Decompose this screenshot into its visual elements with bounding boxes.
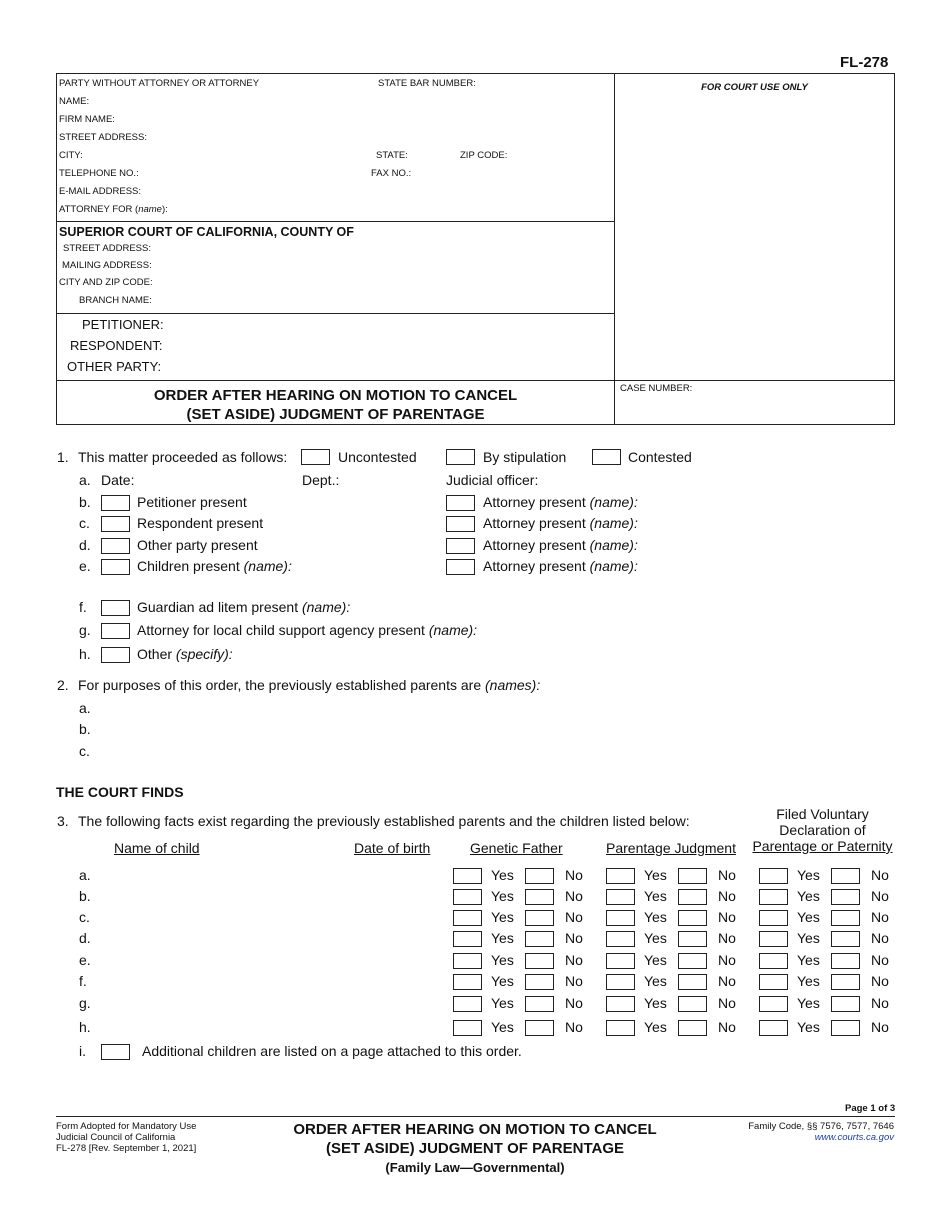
voluntary-declaration-no-checkbox[interactable] — [831, 868, 860, 884]
stipulation-checkbox[interactable] — [446, 449, 475, 465]
branch-name-field[interactable]: BRANCH NAME: — [79, 295, 152, 306]
parentage-judgment-header: Parentage Judgment — [606, 840, 736, 856]
sub-letter: b. — [79, 494, 91, 510]
genetic-father-no-checkbox[interactable] — [525, 1020, 554, 1036]
yes-label: Yes — [797, 973, 820, 989]
other-party-present-checkbox[interactable] — [101, 538, 130, 554]
parentage-judgment-no-checkbox[interactable] — [678, 1020, 707, 1036]
date-field[interactable]: Date: — [101, 472, 135, 488]
no-label: No — [565, 995, 583, 1011]
attorney-present-checkbox[interactable] — [446, 495, 475, 511]
petitioner-field[interactable]: PETITIONER: — [82, 317, 164, 332]
court-street-field[interactable]: STREET ADDRESS: — [63, 243, 151, 254]
no-label: No — [565, 930, 583, 946]
yes-label: Yes — [644, 1019, 667, 1035]
voluntary-declaration-yes-checkbox[interactable] — [759, 868, 788, 884]
zip-field[interactable]: ZIP CODE: — [460, 150, 508, 161]
voluntary-declaration-yes-checkbox[interactable] — [759, 910, 788, 926]
no-label: No — [871, 909, 889, 925]
other-party-field[interactable]: OTHER PARTY: — [67, 359, 162, 374]
street-address-field[interactable]: STREET ADDRESS: — [59, 132, 147, 143]
child-row-letter: b. — [79, 888, 91, 904]
footer-citation: Family Code, §§ 7576, 7577, 7646 www.courts.ca.gov — [748, 1121, 894, 1143]
attorney-present-label: Attorney present (name): — [483, 515, 638, 531]
parentage-judgment-yes-checkbox[interactable] — [606, 996, 635, 1012]
yes-label: Yes — [491, 995, 514, 1011]
voluntary-declaration-yes-checkbox[interactable] — [759, 931, 788, 947]
yes-label: Yes — [644, 973, 667, 989]
findings-heading: THE COURT FINDS — [56, 784, 184, 800]
genetic-father-no-checkbox[interactable] — [525, 953, 554, 969]
parentage-judgment-no-checkbox[interactable] — [678, 931, 707, 947]
attorney-present-label: Attorney present (name): — [483, 537, 638, 553]
caption-box — [56, 73, 895, 425]
state-field[interactable]: STATE: — [376, 150, 408, 161]
child-row-letter: g. — [79, 995, 91, 1011]
no-label: No — [718, 867, 736, 883]
genetic-father-yes-checkbox[interactable] — [453, 910, 482, 926]
genetic-father-yes-checkbox[interactable] — [453, 868, 482, 884]
respondent-field[interactable]: RESPONDENT: — [70, 338, 163, 353]
yes-label: Yes — [491, 952, 514, 968]
no-label: No — [565, 952, 583, 968]
parentage-judgment-yes-checkbox[interactable] — [606, 868, 635, 884]
judicial-officer-field[interactable]: Judicial officer: — [446, 472, 539, 488]
row-label: Respondent present — [137, 515, 264, 531]
page-number: Page 1 of 3 — [845, 1103, 896, 1114]
option-label: Contested — [628, 449, 692, 465]
row-label: Other (specify): — [137, 646, 233, 662]
court-title: SUPERIOR COURT OF CALIFORNIA, COUNTY OF — [59, 225, 354, 239]
yes-label: Yes — [491, 888, 514, 904]
no-label: No — [718, 909, 736, 925]
yes-label: Yes — [644, 909, 667, 925]
parentage-judgment-yes-checkbox[interactable] — [606, 910, 635, 926]
no-label: No — [871, 952, 889, 968]
parentage-judgment-yes-checkbox[interactable] — [606, 953, 635, 969]
parentage-judgment-yes-checkbox[interactable] — [606, 931, 635, 947]
genetic-father-yes-checkbox[interactable] — [453, 1020, 482, 1036]
genetic-father-no-checkbox[interactable] — [525, 868, 554, 884]
telephone-field[interactable]: TELEPHONE NO.: — [59, 168, 139, 179]
yes-label: Yes — [797, 909, 820, 925]
contested-checkbox[interactable] — [592, 449, 621, 465]
voluntary-declaration-yes-checkbox[interactable] — [759, 1020, 788, 1036]
item-number: 3. — [57, 813, 69, 829]
party-label: PARTY WITHOUT ATTORNEY OR ATTORNEY — [59, 78, 260, 89]
no-label: No — [718, 1019, 736, 1035]
petitioner-present-checkbox[interactable] — [101, 495, 130, 511]
firm-name-field[interactable]: FIRM NAME: — [59, 114, 115, 125]
name-field[interactable]: NAME: — [59, 96, 90, 107]
name-of-child-header: Name of child — [114, 840, 200, 856]
item-number: 1. — [57, 449, 69, 465]
genetic-father-no-checkbox[interactable] — [525, 931, 554, 947]
no-label: No — [718, 952, 736, 968]
adoption-notice: Form Adopted for Mandatory Use Judicial Council of California FL-278 [Rev. September 1, 2021] — [56, 1121, 197, 1154]
attorney-present-label: Attorney present (name): — [483, 558, 638, 574]
parentage-judgment-no-checkbox[interactable] — [678, 996, 707, 1012]
genetic-father-yes-checkbox[interactable] — [453, 953, 482, 969]
no-label: No — [565, 867, 583, 883]
parentage-judgment-yes-checkbox[interactable] — [606, 974, 635, 990]
no-label: No — [871, 867, 889, 883]
yes-label: Yes — [644, 888, 667, 904]
parentage-judgment-yes-checkbox[interactable] — [606, 1020, 635, 1036]
parent-a-field[interactable]: a. — [79, 700, 91, 716]
other-checkbox[interactable] — [101, 647, 130, 663]
yes-label: Yes — [797, 930, 820, 946]
fax-field[interactable]: FAX NO.: — [371, 168, 412, 179]
no-label: No — [565, 1019, 583, 1035]
voluntary-declaration-no-checkbox[interactable] — [831, 953, 860, 969]
sub-letter: d. — [79, 537, 91, 553]
yes-label: Yes — [491, 930, 514, 946]
yes-label: Yes — [797, 888, 820, 904]
no-label: No — [871, 973, 889, 989]
divider — [57, 221, 614, 222]
attorney-present-checkbox[interactable] — [446, 538, 475, 554]
no-label: No — [718, 973, 736, 989]
date-of-birth-header: Date of birth — [354, 840, 431, 856]
item1-label: This matter proceeded as follows: — [78, 449, 288, 465]
dept-field[interactable]: Dept.: — [302, 472, 340, 488]
yes-label: Yes — [491, 973, 514, 989]
child-row-letter: f. — [79, 973, 87, 989]
genetic-father-no-checkbox[interactable] — [525, 974, 554, 990]
voluntary-declaration-yes-checkbox[interactable] — [759, 953, 788, 969]
guardian-present-checkbox[interactable] — [101, 600, 130, 616]
row-label: Other party present — [137, 537, 258, 553]
yes-label: Yes — [491, 909, 514, 925]
voluntary-declaration-no-checkbox[interactable] — [831, 910, 860, 926]
email-field[interactable]: E-MAIL ADDRESS: — [59, 186, 142, 197]
sub-letter: e. — [79, 558, 91, 574]
attorney-present-checkbox[interactable] — [446, 559, 475, 575]
voluntary-declaration-yes-checkbox[interactable] — [759, 974, 788, 990]
courts-website-link[interactable]: www.courts.ca.gov — [814, 1132, 894, 1143]
child-row-letter: h. — [79, 1019, 91, 1035]
voluntary-declaration-no-checkbox[interactable] — [831, 931, 860, 947]
genetic-father-yes-checkbox[interactable] — [453, 889, 482, 905]
voluntary-declaration-no-checkbox[interactable] — [831, 889, 860, 905]
attorney-present-label: Attorney present (name): — [483, 494, 638, 510]
yes-label: Yes — [644, 952, 667, 968]
no-label: No — [565, 909, 583, 925]
additional-children-checkbox[interactable] — [101, 1044, 130, 1060]
genetic-father-no-checkbox[interactable] — [525, 889, 554, 905]
parentage-judgment-no-checkbox[interactable] — [678, 868, 707, 884]
yes-label: Yes — [797, 867, 820, 883]
row-label: Guardian ad litem present (name): — [137, 599, 351, 615]
voluntary-declaration-header: Filed Voluntary Declaration of Parentage or Paternity — [752, 806, 893, 854]
sub-letter: i. — [79, 1043, 86, 1059]
no-label: No — [565, 888, 583, 904]
row-label: Attorney for local child support agency present (name): — [137, 622, 478, 638]
no-label: No — [871, 1019, 889, 1035]
parent-b-field[interactable]: b. — [79, 721, 91, 737]
genetic-father-header: Genetic Father — [470, 840, 563, 856]
parentage-judgment-no-checkbox[interactable] — [678, 910, 707, 926]
item-number: 2. — [57, 677, 69, 693]
attorney-for-field[interactable]: ATTORNEY FOR (name): — [59, 204, 168, 215]
footer-title: ORDER AFTER HEARING ON MOTION TO CANCEL (SET ASIDE) JUDGMENT OF PARENTAGE (Family Law—Governmental) — [293, 1121, 657, 1175]
voluntary-declaration-yes-checkbox[interactable] — [759, 889, 788, 905]
yes-label: Yes — [644, 995, 667, 1011]
parentage-judgment-yes-checkbox[interactable] — [606, 889, 635, 905]
no-label: No — [718, 930, 736, 946]
yes-label: Yes — [797, 1019, 820, 1035]
option-label: Uncontested — [338, 449, 417, 465]
agency-attorney-checkbox[interactable] — [101, 623, 130, 639]
parent-c-field[interactable]: c. — [79, 743, 90, 759]
state-bar-label: STATE BAR NUMBER: — [378, 78, 476, 89]
no-label: No — [718, 888, 736, 904]
yes-label: Yes — [797, 952, 820, 968]
voluntary-declaration-no-checkbox[interactable] — [831, 996, 860, 1012]
item2-label: For purposes of this order, the previously established parents are (names): — [78, 677, 541, 693]
yes-label: Yes — [644, 867, 667, 883]
no-label: No — [871, 888, 889, 904]
row-label: Children present (name): — [137, 558, 292, 574]
item3-label: The following facts exist regarding the previously established parents and the children listed below: — [78, 813, 690, 829]
case-number-field[interactable]: CASE NUMBER: — [620, 383, 693, 394]
sub-letter: g. — [79, 622, 91, 638]
respondent-present-checkbox[interactable] — [101, 516, 130, 532]
parentage-judgment-no-checkbox[interactable] — [678, 974, 707, 990]
yes-label: Yes — [644, 930, 667, 946]
parentage-judgment-no-checkbox[interactable] — [678, 889, 707, 905]
child-row-letter: e. — [79, 952, 91, 968]
sub-letter: h. — [79, 646, 91, 662]
no-label: No — [871, 995, 889, 1011]
footer-rule — [56, 1116, 895, 1117]
sub-letter: c. — [79, 515, 90, 531]
divider — [57, 313, 614, 314]
option-label: By stipulation — [483, 449, 567, 465]
no-label: No — [565, 973, 583, 989]
caption-divider — [614, 74, 615, 424]
genetic-father-no-checkbox[interactable] — [525, 996, 554, 1012]
children-present-checkbox[interactable] — [101, 559, 130, 575]
child-row-letter: a. — [79, 867, 91, 883]
yes-label: Yes — [797, 995, 820, 1011]
court-city-field[interactable]: CITY AND ZIP CODE: — [59, 277, 153, 288]
row-label: Petitioner present — [137, 494, 247, 510]
uncontested-checkbox[interactable] — [301, 449, 330, 465]
sub-letter: f. — [79, 599, 87, 615]
no-label: No — [718, 995, 736, 1011]
child-row-letter: d. — [79, 930, 91, 946]
genetic-father-yes-checkbox[interactable] — [453, 974, 482, 990]
form-number: FL-278 — [840, 54, 889, 71]
genetic-father-no-checkbox[interactable] — [525, 910, 554, 926]
court-mailing-field[interactable]: MAILING ADDRESS: — [62, 260, 152, 271]
child-row-letter: c. — [79, 909, 90, 925]
yes-label: Yes — [491, 867, 514, 883]
additional-children-label: Additional children are listed on a page attached to this order. — [142, 1043, 522, 1059]
divider — [57, 380, 895, 381]
voluntary-declaration-no-checkbox[interactable] — [831, 1020, 860, 1036]
parentage-judgment-no-checkbox[interactable] — [678, 953, 707, 969]
yes-label: Yes — [491, 1019, 514, 1035]
document-title: ORDER AFTER HEARING ON MOTION TO CANCEL (SET ASIDE) JUDGMENT OF PARENTAGE — [153, 387, 518, 423]
court-use-label: FOR COURT USE ONLY — [701, 82, 808, 93]
city-field[interactable]: CITY: — [59, 150, 83, 161]
genetic-father-yes-checkbox[interactable] — [453, 931, 482, 947]
sub-letter: a. — [79, 472, 91, 488]
voluntary-declaration-yes-checkbox[interactable] — [759, 996, 788, 1012]
no-label: No — [871, 930, 889, 946]
genetic-father-yes-checkbox[interactable] — [453, 996, 482, 1012]
voluntary-declaration-no-checkbox[interactable] — [831, 974, 860, 990]
attorney-present-checkbox[interactable] — [446, 516, 475, 532]
